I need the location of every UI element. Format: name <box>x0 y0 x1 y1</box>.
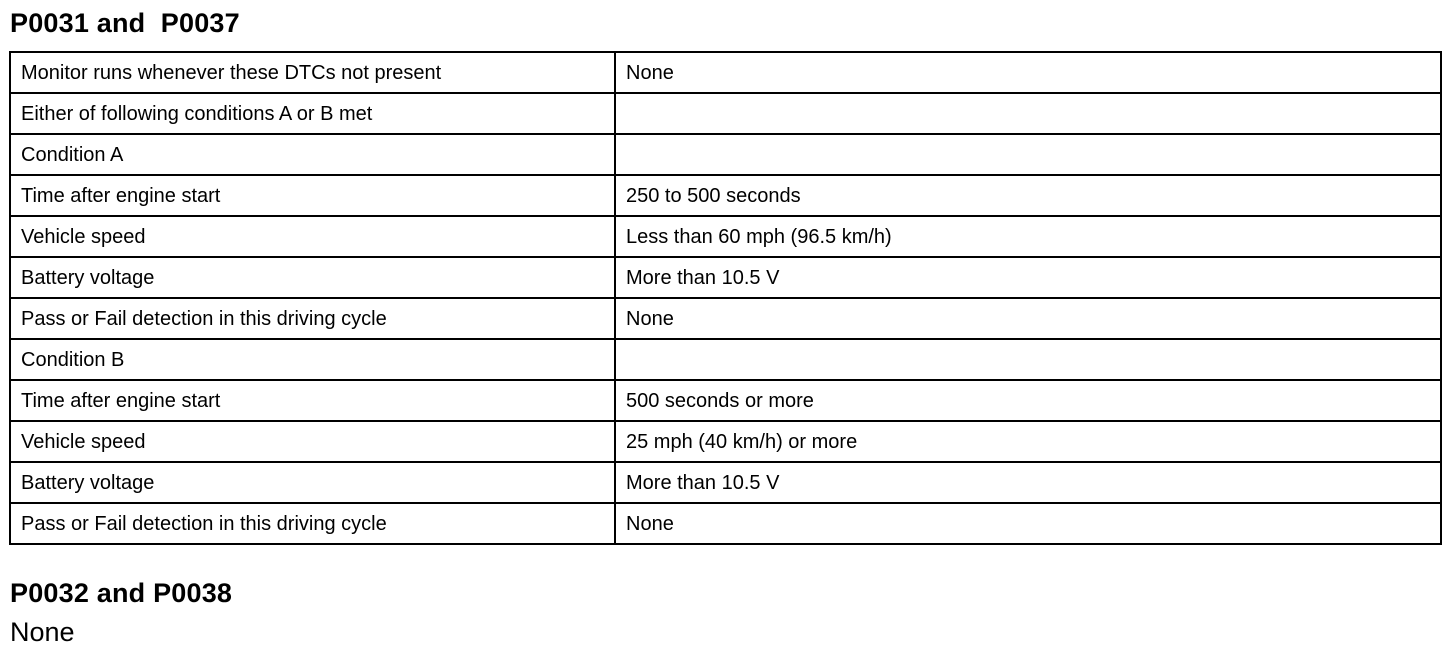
section-heading-p0032-p0038: P0032 and P0038 <box>10 578 233 608</box>
condition-value: 25 mph (40 km/h) or more <box>615 421 1441 462</box>
table-row <box>10 257 1441 298</box>
condition-label: Monitor runs whenever these DTCs not present <box>10 52 615 93</box>
condition-value: More than 10.5 V <box>615 462 1441 503</box>
condition-label: Condition B <box>10 339 615 380</box>
condition-label: Battery voltage <box>10 462 615 503</box>
condition-value <box>615 93 1441 134</box>
table-row <box>10 134 1441 175</box>
condition-value: None <box>615 52 1441 93</box>
condition-label: Battery voltage <box>10 257 615 298</box>
table-row <box>10 462 1441 503</box>
condition-label: Either of following conditions A or B met <box>10 93 615 134</box>
condition-value <box>615 339 1441 380</box>
table-row <box>10 421 1441 462</box>
table-row <box>10 380 1441 421</box>
condition-label: Vehicle speed <box>10 421 615 462</box>
condition-label: Pass or Fail detection in this driving cycle <box>10 298 615 339</box>
condition-label: Time after engine start <box>10 380 615 421</box>
condition-value: 250 to 500 seconds <box>615 175 1441 216</box>
section-heading-p0031-p0037: P0031 and P0037 <box>10 8 240 38</box>
condition-label: Pass or Fail detection in this driving cycle <box>10 503 615 544</box>
condition-label: Time after engine start <box>10 175 615 216</box>
table-row <box>10 175 1441 216</box>
condition-value: Less than 60 mph (96.5 km/h) <box>615 216 1441 257</box>
condition-value <box>615 134 1441 175</box>
condition-label: Condition A <box>10 134 615 175</box>
condition-value: More than 10.5 V <box>615 257 1441 298</box>
table-row <box>10 298 1441 339</box>
condition-value: None <box>615 298 1441 339</box>
table-row <box>10 503 1441 544</box>
table-row <box>10 52 1441 93</box>
table-row <box>10 93 1441 134</box>
condition-value: 500 seconds or more <box>615 380 1441 421</box>
table-row <box>10 339 1441 380</box>
monitor-conditions-table <box>9 51 1442 545</box>
condition-value: None <box>615 503 1441 544</box>
table-row <box>10 216 1441 257</box>
section-body-text: None <box>10 617 75 647</box>
condition-label: Vehicle speed <box>10 216 615 257</box>
